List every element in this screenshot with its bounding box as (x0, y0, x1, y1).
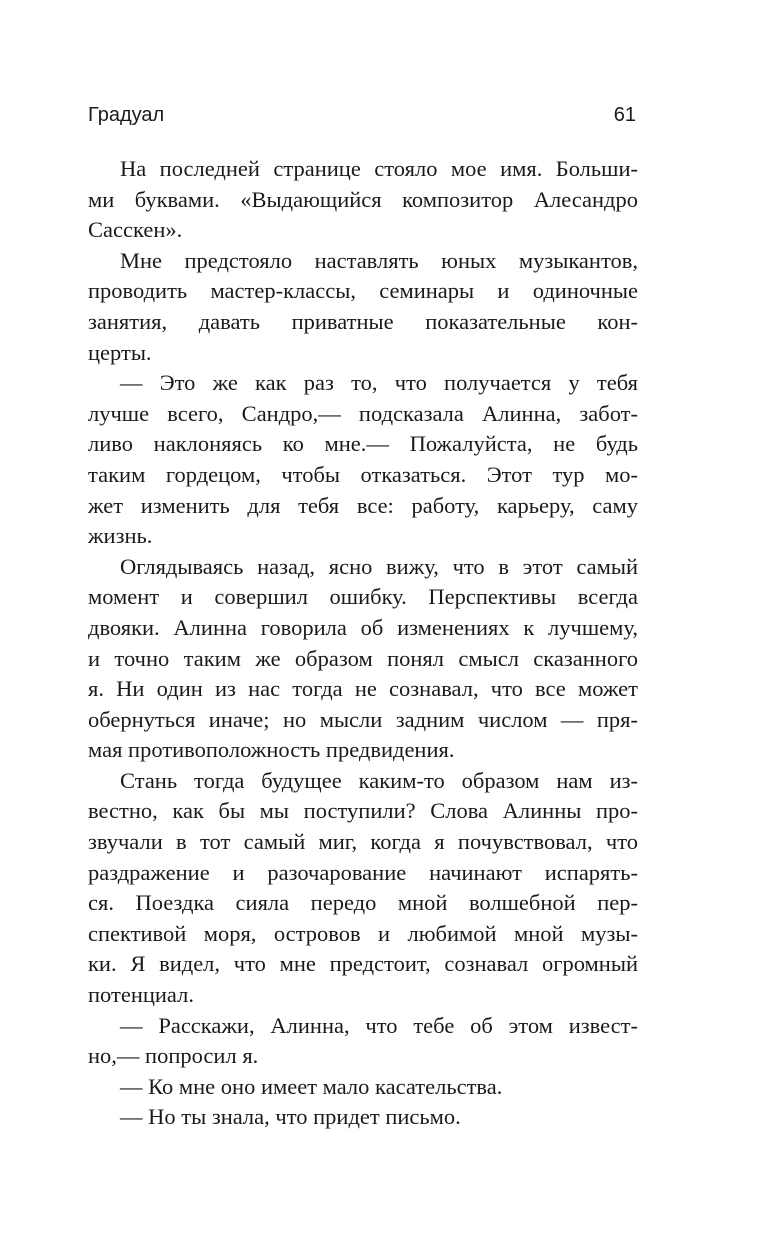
text-line: Стань тогда будущее каким-то образом нам из- (120, 767, 638, 793)
page-number: 61 (613, 104, 636, 126)
text-line: спективой моря, островов и любимой мной музы- (88, 920, 638, 946)
text-line: мая противоположность предвидения. (88, 737, 455, 763)
text-line: проводить мастер-классы, семинары и одиночные (88, 278, 638, 304)
text-line: занятия, давать приватные показательные кон- (88, 308, 638, 334)
text-line: обернуться иначе; но мысли задним числом — пря- (88, 706, 638, 732)
text-line: лучше всего, Сандро,— подсказала Алинна, забот- (88, 400, 638, 426)
text-line: и точно таким же образом понял смысл сказанного (88, 645, 638, 671)
text-line: но,— попросил я. (88, 1043, 259, 1069)
text-line: ми буквами. «Выдающийся композитор Алесандро (88, 186, 638, 212)
text-line: раздражение и разочарование начинают испарять- (88, 859, 638, 885)
text-line: — Расскажи, Алинна, что тебе об этом извест- (120, 1012, 638, 1038)
text-line: жет изменить для тебя все: работу, карьеру, саму (88, 492, 638, 518)
running-head (88, 100, 636, 130)
body-text (88, 154, 638, 1133)
text-line: ливо наклоняясь ко мне.— Пожалуйста, не будь (88, 431, 638, 457)
text-line: Сасскен». (88, 217, 183, 243)
text-line: двояки. Алинна говорила об изменениях к лучшему, (88, 614, 638, 640)
text-line: вестно, как бы мы поступили? Слова Алинны про- (88, 798, 638, 824)
text-line: Оглядываясь назад, ясно вижу, что в этот самый (120, 553, 638, 579)
text-line: жизнь. (88, 523, 153, 549)
text-line: ки. Я видел, что мне предстоит, сознавал огромный (88, 951, 638, 977)
running-head-title: Градуал (88, 104, 165, 126)
text-line: я. Ни один из нас тогда не сознавал, что все может (88, 676, 638, 702)
text-line: Мне предстояло наставлять юных музыкантов, (120, 247, 638, 273)
text-line: таким гордецом, чтобы отказаться. Этот тур мо- (88, 461, 638, 487)
text-line: потенциал. (88, 982, 194, 1008)
text-line: ся. Поездка сияла передо мной волшебной пер- (88, 890, 638, 916)
text-line: — Это же как раз то, что получается у тебя (120, 370, 638, 396)
text-line: — Но ты знала, что придет письмо. (120, 1104, 461, 1130)
text-line: церты. (88, 339, 152, 365)
text-line: звучали в тот самый миг, когда я почувствовал, что (88, 829, 638, 855)
text-line: момент и совершил ошибку. Перспективы всегда (88, 584, 638, 610)
text-line: — Ко мне оно имеет мало касательства. (120, 1073, 503, 1099)
text-line: На последней странице стояло мое имя. Больши- (120, 156, 638, 181)
